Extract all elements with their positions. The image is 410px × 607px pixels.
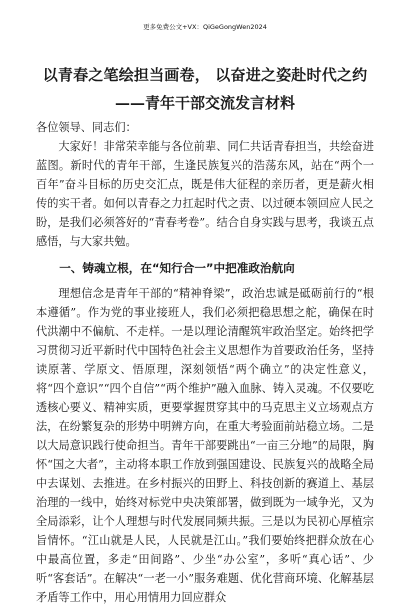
header-note: 更多免费公文+VX：QiGeGongWen2024 — [143, 23, 267, 31]
intro-paragraph: 大家好！非常荣幸能与各位前辈、同仁共话青春担当，共绘奋进蓝图。新时代的青年干部，生逢民族复兴的浩荡东风，站在“两个一百年”奋斗目标的历史交汇点，既是伟大征程的亲历者，更是薪火相传的实干者。如何以青春之力扛起时代之责、以过硬本领回应人民之盼，是我们必须答好的“青春考卷”。结合自身实践与思考，我谈五点感悟，与大家共勉。 — [36, 140, 374, 248]
salutation: 各位领导、同志们： — [36, 121, 137, 134]
document-title: 以青春之笔绘担当画卷， 以奋进之姿赴时代之约 — [42, 66, 368, 84]
section-heading: 一、铸魂立根，在“知行合一”中把准政治航向 — [59, 261, 295, 275]
section-paragraph: 理想信念是青年干部的“精神脊梁”，政治忠诚是砥砺前行的“根本遵循”。作为党的事业接班人，我们必须把稳思想之舵，确保在时代洪潮中不偏航、不走样。一是以理论清醒筑牢政治坚定。始终把学习贯彻习近平新时代中国特色社会主义思想作为首要政治任务，坚持读原著、学原文、悟原理，深刻领悟“两个确立”的决定性意义，将“四个意识”“四个自信”“两个维护”融入血脉、铸入灵魂。不仅要吃透核心要义、精神实质，更要掌握贯穿其中的马克思主义立场观点方法，在纷繁复杂的形势中明辨方向，在重大考验面前站稳立场。二是以大局意识践行使命担当。青年干部要跳出“一亩三分地”的局限，胸怀“国之大者”，主动将本职工作放到强国建设、民族复兴的战略全局中去谋划、去推进。在乡村振兴的田野上、科技创新的赛道上、基层治理的一线中，始终对标党中央决策部署，做到既为一域争光，又为全局添彩，让个人理想与时代发展同频共振。三是以为民初心厚植宗旨情怀。“江山就是人民，人民就是江山。”我们要始终把群众放在心中最高位置，多走“田间路”、少坐“办公室”，多听“真心话”、少听“客套话”。在解决“一老一小”服务难题、优化营商环境、化解基层矛盾等工作中，用心用情用力回应群众 — [36, 287, 374, 604]
document-subtitle: ——青年干部交流发言材料 — [114, 94, 295, 112]
